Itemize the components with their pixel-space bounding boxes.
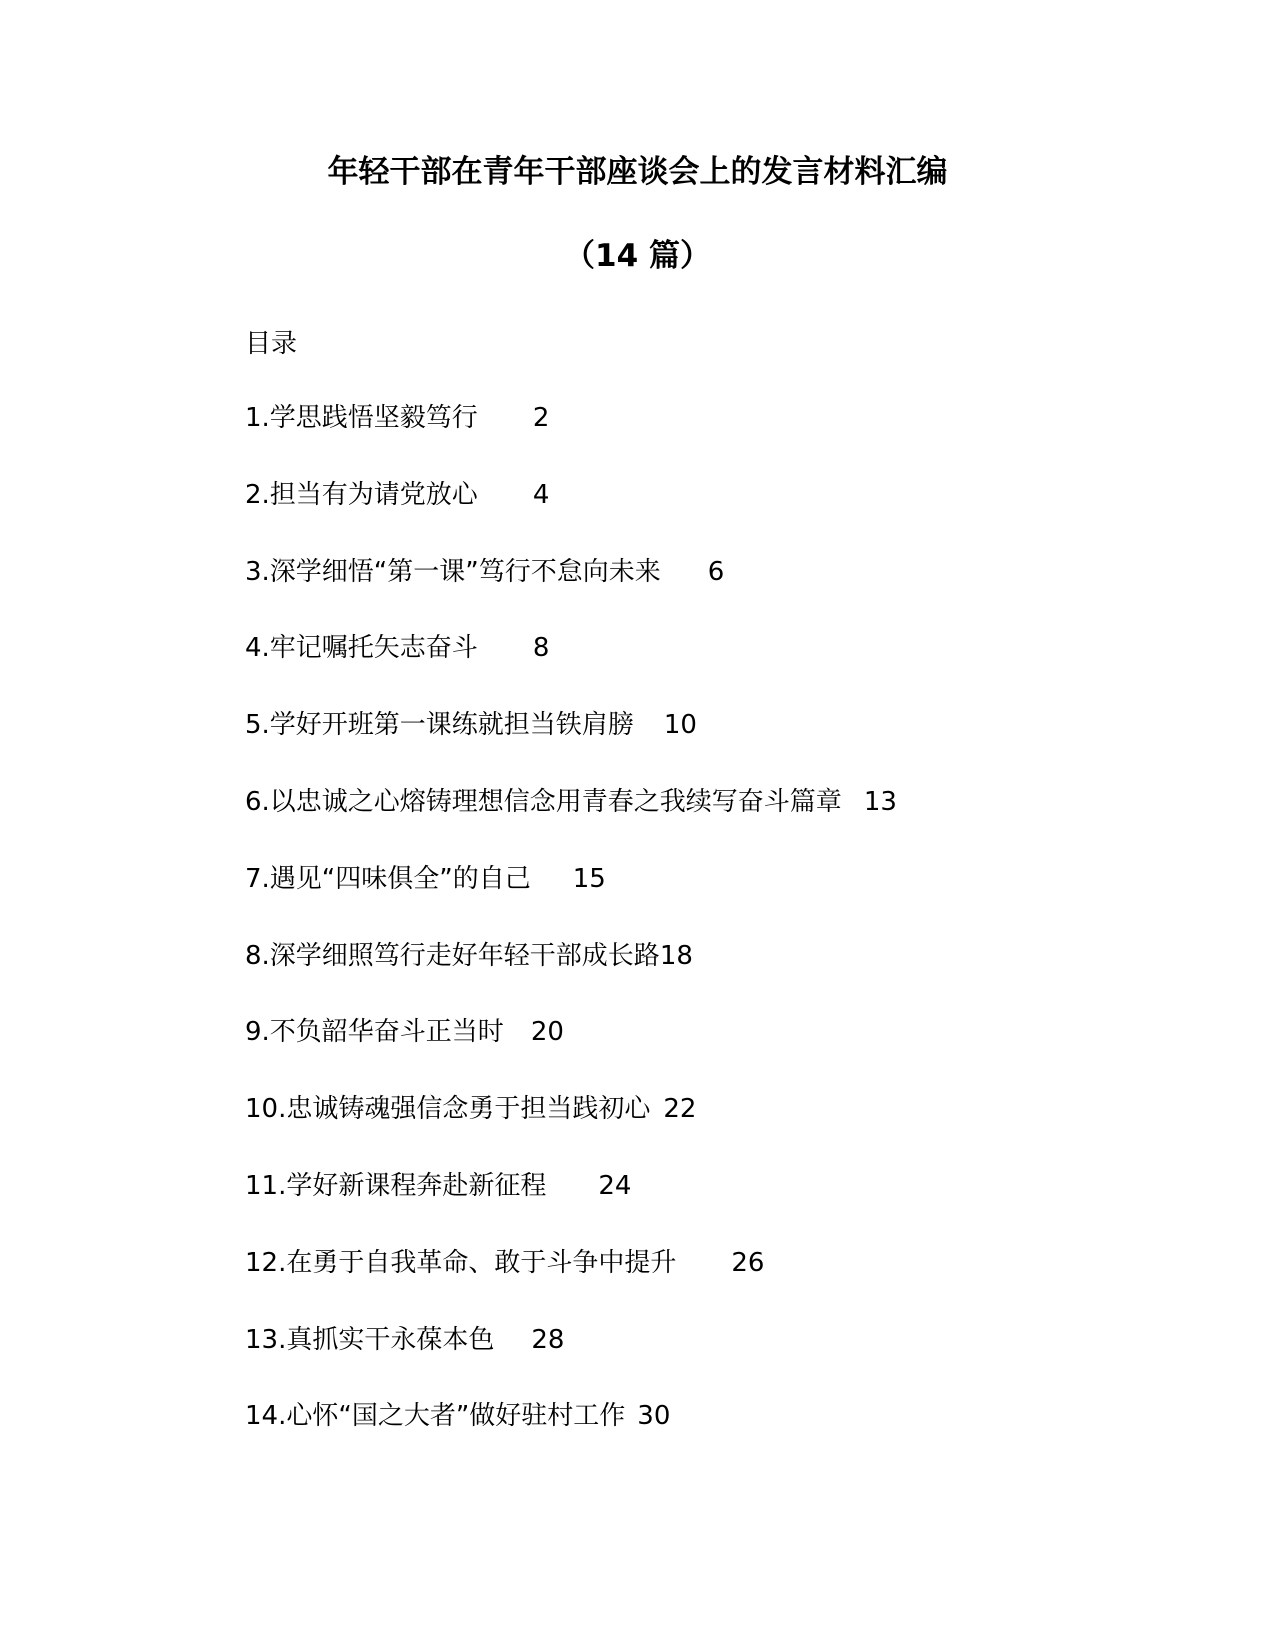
toc-entry-page: 18 — [659, 940, 693, 971]
toc-entry-page: 4 — [532, 479, 550, 510]
document-subtitle: （14 篇） — [564, 238, 711, 274]
toc-entry-page: 2 — [532, 403, 550, 433]
toc-entry-page: 20 — [530, 1017, 564, 1048]
toc-entry-title: 14.心怀“国之大者”做好驻村工作 — [245, 1401, 626, 1432]
toc-entry — [245, 630, 897, 707]
toc-entry-page: 10 — [663, 710, 697, 741]
toc-entry-title: 12.在勇于自我革命、敢于斗争中提升 — [245, 1247, 677, 1278]
toc-entry-title: 13.真抓实干永葆本色 — [245, 1324, 495, 1355]
toc-entry-title: 10.忠诚铸魂强信念勇于担当践初心 — [245, 1094, 651, 1125]
toc-entry — [245, 1398, 897, 1475]
toc-entry-title: 9.不负韶华奋斗正当时 — [245, 1017, 504, 1048]
toc-entry-page: 6 — [707, 556, 725, 587]
toc-entry-title: 5.学好开班第一课练就担当铁肩膀 — [245, 710, 634, 741]
toc-entry-title: 4.牢记嘱托矢志奋斗 — [245, 633, 478, 664]
toc-entry-title: 8.深学细照笃行走好年轻干部成长路 — [245, 940, 660, 971]
toc-entry — [245, 938, 897, 1015]
toc-entry-title: 11.学好新课程奔赴新征程 — [245, 1170, 547, 1201]
toc-entry-title: 1.学思践悟坚毅笃行 — [245, 403, 478, 433]
toc-entry-page: 15 — [572, 863, 606, 894]
toc-entry — [245, 707, 897, 784]
toc-entry — [245, 477, 897, 554]
toc-entry-page: 24 — [598, 1170, 632, 1201]
toc-entry — [245, 1168, 897, 1245]
table-of-contents — [245, 400, 897, 1475]
toc-entry-page: 28 — [531, 1324, 565, 1355]
toc-heading: 目录 — [245, 329, 298, 359]
toc-entry-page: 13 — [863, 786, 897, 817]
document-title: 年轻干部在青年干部座谈会上的发言材料汇编 — [327, 154, 948, 190]
toc-entry — [245, 554, 897, 631]
toc-entry-page: 30 — [637, 1401, 671, 1432]
toc-entry-page: 26 — [731, 1247, 765, 1278]
toc-entry-page: 8 — [532, 633, 550, 664]
toc-entry-page: 22 — [663, 1094, 697, 1125]
toc-entry — [245, 1091, 897, 1168]
toc-entry — [245, 1014, 897, 1091]
toc-entry — [245, 784, 897, 861]
toc-entry — [245, 861, 897, 938]
toc-entry-title: 3.深学细悟“第一课”笃行不怠向未来 — [245, 556, 661, 587]
toc-entry — [245, 400, 897, 477]
toc-entry-title: 7.遇见“四味俱全”的自己 — [245, 863, 531, 894]
toc-entry-title: 2.担当有为请党放心 — [245, 479, 478, 510]
toc-entry — [245, 1322, 897, 1399]
toc-entry — [245, 1245, 897, 1322]
toc-entry-title: 6.以忠诚之心熔铸理想信念用青春之我续写奋斗篇章 — [245, 786, 842, 817]
